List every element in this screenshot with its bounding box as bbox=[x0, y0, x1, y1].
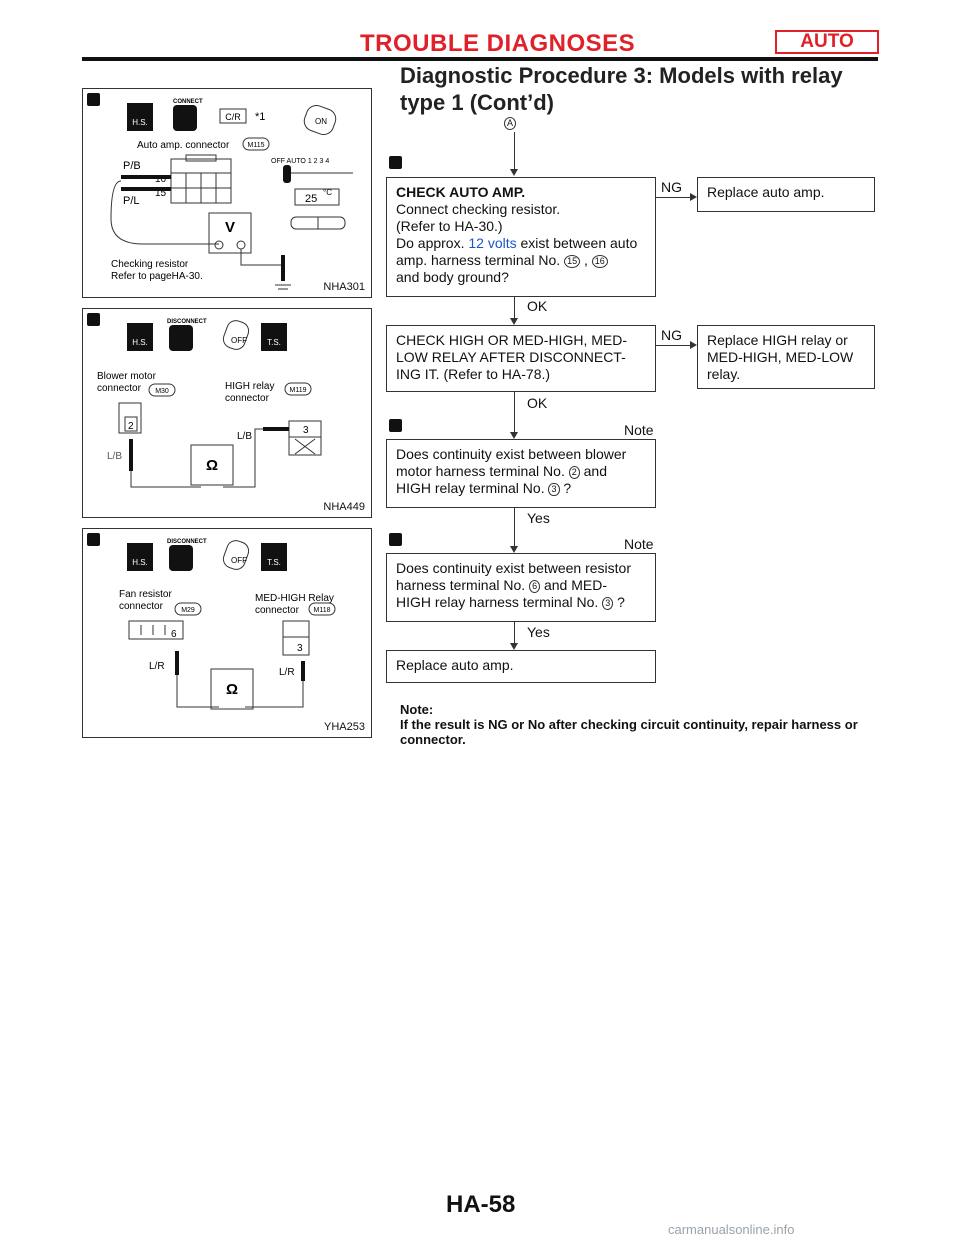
svg-text:2: 2 bbox=[128, 421, 134, 432]
check-relay-box: CHECK HIGH OR MED-HIGH, MED- LOW RELAY AFTER DISCONNECT- ING IT. (Refer to HA-78.) bbox=[386, 325, 656, 392]
svg-text:connector: connector bbox=[119, 601, 163, 612]
replace-auto-amp-box: Replace auto amp. bbox=[697, 177, 875, 212]
connector-icon bbox=[173, 105, 197, 131]
step-e-marker-icon bbox=[389, 533, 402, 546]
svg-text:V: V bbox=[224, 219, 236, 236]
svg-text:P/B: P/B bbox=[123, 160, 141, 172]
step-c-marker-icon bbox=[389, 156, 402, 169]
svg-text:M29: M29 bbox=[181, 607, 195, 614]
arrow-down-icon bbox=[510, 318, 518, 325]
svg-text:3: 3 bbox=[303, 425, 309, 436]
svg-text:Ω: Ω bbox=[225, 681, 239, 698]
replace-relay-box: Replace HIGH relay or MED-HIGH, MED-LOW relay. bbox=[697, 325, 875, 389]
svg-text:OFF: OFF bbox=[231, 336, 247, 345]
arrow-right-icon bbox=[690, 193, 697, 201]
model-badge: AUTO bbox=[775, 30, 879, 54]
arrow-down-icon bbox=[510, 169, 518, 176]
svg-text:connector: connector bbox=[225, 393, 269, 404]
final-replace-auto-amp-box: Replace auto amp. bbox=[386, 650, 656, 683]
auto-amp-diagram bbox=[83, 89, 371, 297]
page-subtitle: Diagnostic Procedure 3: Models with relay type 1 (Cont’d) bbox=[400, 63, 843, 115]
figure-high-relay-check bbox=[82, 308, 372, 518]
svg-text:T.S.: T.S. bbox=[267, 558, 281, 567]
svg-text:DISCONNECT: DISCONNECT bbox=[167, 539, 207, 545]
svg-text:connector: connector bbox=[97, 383, 141, 394]
page-number: HA-58 bbox=[446, 1191, 516, 1218]
disconnect-icon bbox=[169, 325, 193, 351]
svg-text:6: 6 bbox=[171, 629, 177, 640]
svg-text:25: 25 bbox=[305, 193, 318, 205]
figure-code: YHA253 bbox=[324, 721, 365, 733]
blower-continuity-box: Does continuity exist between blower motor harness terminal No. 2 and HIGH relay terminal No. 3 ? bbox=[386, 439, 656, 508]
svg-text:3: 3 bbox=[297, 643, 303, 654]
svg-text:C/R: C/R bbox=[225, 112, 241, 122]
svg-text:CONNECT: CONNECT bbox=[173, 99, 203, 105]
svg-text:H.S.: H.S. bbox=[132, 338, 148, 347]
arrow-down-icon bbox=[510, 546, 518, 553]
svg-text:M118: M118 bbox=[313, 607, 331, 614]
figure-code: NHA301 bbox=[323, 281, 365, 293]
watermark: carmanualsonline.info bbox=[668, 1222, 795, 1237]
svg-text:HIGH relay: HIGH relay bbox=[225, 381, 275, 392]
ok-label: OK bbox=[527, 395, 548, 411]
figure-auto-amp-check bbox=[82, 88, 372, 298]
ignition-key-icon bbox=[221, 538, 251, 572]
flow-line bbox=[656, 345, 692, 346]
svg-text:°C: °C bbox=[323, 188, 332, 197]
svg-text:Fan resistor: Fan resistor bbox=[119, 589, 172, 600]
high-relay-diagram bbox=[83, 309, 371, 517]
svg-text:L/B: L/B bbox=[107, 451, 123, 462]
svg-text:Auto amp. connector: Auto amp. connector bbox=[137, 140, 230, 151]
start-marker: A bbox=[504, 116, 516, 130]
arrow-right-icon bbox=[690, 341, 697, 349]
check-auto-amp-box: CHECK AUTO AMP. Connect checking resistor. (Refer to HA-30.) Do approx. 12 volts exist between auto amp. harness terminal No. 15 , 16 and body ground? bbox=[386, 177, 656, 297]
svg-text:OFF AUTO 1 2 3 4: OFF AUTO 1 2 3 4 bbox=[271, 158, 330, 165]
svg-text:15: 15 bbox=[155, 188, 167, 199]
disconnect-icon bbox=[169, 545, 193, 571]
arrow-down-icon bbox=[510, 643, 518, 650]
svg-text:M30: M30 bbox=[155, 388, 169, 395]
ok-label: OK bbox=[527, 298, 548, 314]
svg-text:16: 16 bbox=[155, 174, 167, 185]
svg-text:Refer to pageHA-30.: Refer to pageHA-30. bbox=[111, 271, 203, 282]
svg-text:T.S.: T.S. bbox=[267, 338, 281, 347]
svg-text:OFF: OFF bbox=[231, 556, 247, 565]
svg-text:L/B: L/B bbox=[237, 431, 253, 442]
flow-line bbox=[514, 392, 515, 433]
step-d-marker-icon bbox=[389, 419, 402, 432]
svg-text:connector: connector bbox=[255, 605, 299, 616]
svg-text:L/R: L/R bbox=[149, 661, 165, 672]
note-label: Note bbox=[624, 422, 654, 438]
med-high-relay-diagram bbox=[83, 529, 371, 737]
svg-text:M119: M119 bbox=[289, 387, 307, 394]
svg-text:ON: ON bbox=[315, 117, 327, 126]
ng-label: NG bbox=[661, 327, 682, 343]
yes-label: Yes bbox=[527, 510, 550, 526]
yes-label: Yes bbox=[527, 624, 550, 640]
footnote: Note: If the result is NG or No after checking circuit continuity, repair harness or connector. bbox=[400, 702, 858, 747]
svg-text:Checking resistor: Checking resistor bbox=[111, 259, 189, 270]
section-title: TROUBLE DIAGNOSES bbox=[360, 30, 636, 57]
svg-text:DISCONNECT: DISCONNECT bbox=[167, 319, 207, 325]
svg-text:MED-HIGH Relay: MED-HIGH Relay bbox=[255, 593, 334, 604]
resistor-continuity-box: Does continuity exist between resistor harness terminal No. 6 and MED- HIGH relay harness terminal No. 3 ? bbox=[386, 553, 656, 622]
header-rule bbox=[82, 57, 878, 61]
hs-tag: H.S. bbox=[132, 118, 148, 127]
svg-text:P/L: P/L bbox=[123, 195, 140, 207]
arrow-down-icon bbox=[510, 432, 518, 439]
svg-text:Ω: Ω bbox=[205, 457, 219, 474]
flow-line bbox=[514, 622, 515, 644]
voltage-value: 12 volts bbox=[468, 235, 517, 251]
flow-line bbox=[656, 197, 692, 198]
svg-text:H.S.: H.S. bbox=[132, 558, 148, 567]
flow-line bbox=[514, 508, 515, 547]
note-label: Note bbox=[624, 536, 654, 552]
ignition-key-icon bbox=[221, 318, 251, 352]
svg-text:L/R: L/R bbox=[279, 667, 295, 678]
ng-label: NG bbox=[661, 179, 682, 195]
svg-text:Blower motor: Blower motor bbox=[97, 371, 156, 382]
flow-line bbox=[514, 297, 515, 319]
flow-line bbox=[514, 132, 515, 170]
figure-med-high-relay-check bbox=[82, 528, 372, 738]
svg-text:*1: *1 bbox=[255, 111, 266, 123]
figure-code: NHA449 bbox=[323, 501, 365, 513]
svg-text:M115: M115 bbox=[247, 142, 265, 149]
